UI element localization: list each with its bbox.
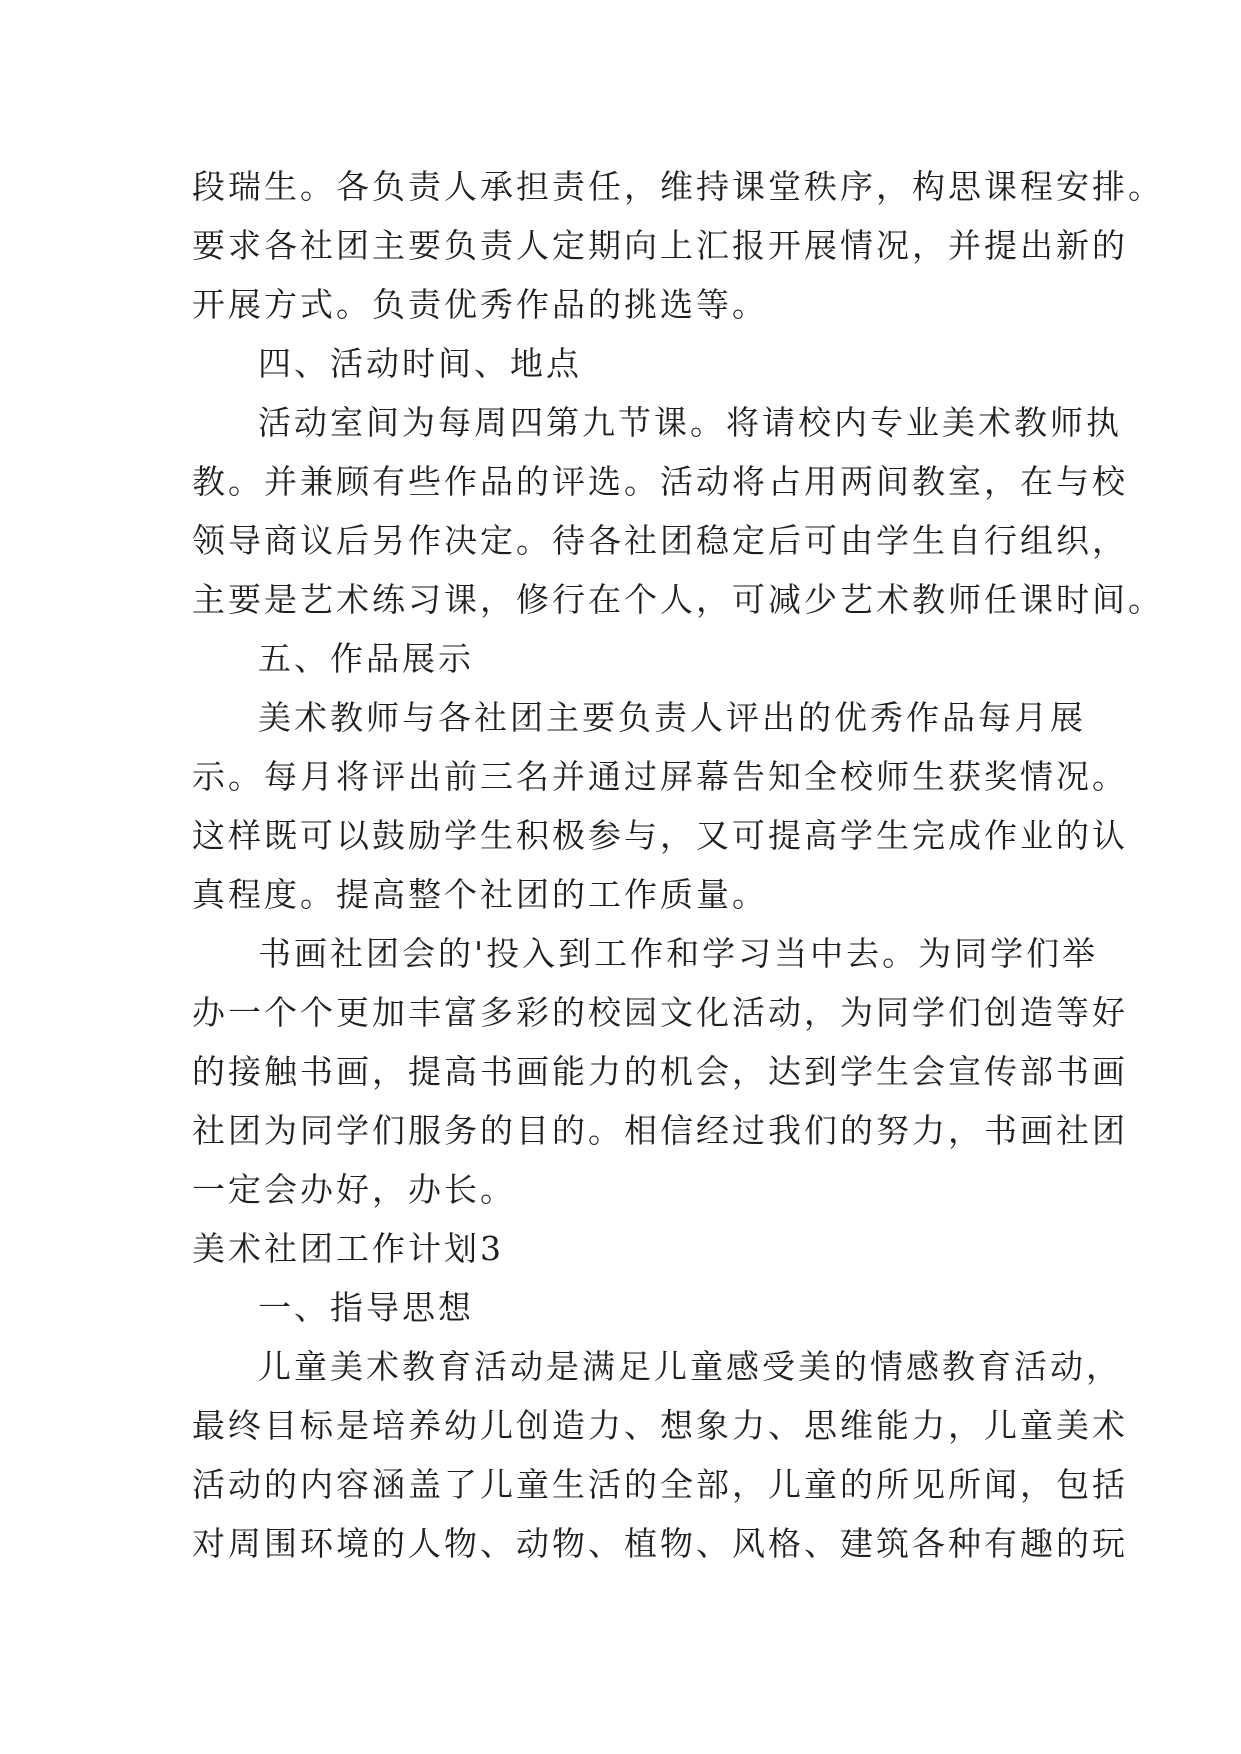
section-heading: 四、活动时间、地点 (258, 344, 582, 383)
text-line: 开展方式。负责优秀作品的挑选等。 (192, 285, 768, 324)
text-line: 对周围环境的人物、动物、植物、风格、建筑各种有趣的玩 (192, 1524, 1128, 1563)
text-line: 真程度。提高整个社团的工作质量。 (192, 875, 768, 914)
text-line: 主要是艺术练习课，修行在个人，可减少艺术教师任课时间。 (192, 580, 1164, 619)
text-line: 活动室间为每周四第九节课。将请校内专业美术教师执 (258, 403, 1122, 442)
text-line: 一定会办好，办长。 (192, 1170, 516, 1209)
text-line: 社团为同学们服务的目的。相信经过我们的努力，书画社团 (192, 1111, 1128, 1150)
text-line: 办一个个更加丰富多彩的校园文化活动，为同学们创造等好 (192, 993, 1128, 1032)
text-line: 儿童美术教育活动是满足儿童感受美的情感教育活动， (258, 1347, 1122, 1386)
text-line: 要求各社团主要负责人定期向上汇报开展情况，并提出新的 (192, 226, 1128, 265)
text-line: 书画社团会的'投入到工作和学习当中去。为同学们举 (258, 934, 1099, 973)
document-body (192, 157, 1164, 1573)
text-line: 最终目标是培养幼儿创造力、想象力、思维能力，儿童美术 (192, 1406, 1128, 1445)
text-line: 示。每月将评出前三名并通过屏幕告知全校师生获奖情况。 (192, 757, 1128, 796)
text-line: 教。并兼顾有些作品的评选。活动将占用两间教室，在与校 (192, 462, 1128, 501)
text-line: 美术教师与各社团主要负责人评出的优秀作品每月展 (258, 698, 1086, 737)
text-line: 的接触书画，提高书画能力的机会，达到学生会宣传部书画 (192, 1052, 1128, 1091)
section-heading: 一、指导思想 (258, 1288, 474, 1327)
text-line: 领导商议后另作决定。待各社团稳定后可由学生自行组织， (192, 521, 1128, 560)
text-line: 活动的内容涵盖了儿童生活的全部，儿童的所见所闻，包括 (192, 1465, 1128, 1504)
text-line: 这样既可以鼓励学生积极参与，又可提高学生完成作业的认 (192, 816, 1128, 855)
section-heading: 五、作品展示 (258, 639, 474, 678)
document-title: 美术社团工作计划3 (192, 1229, 504, 1268)
text-line: 段瑞生。各负责人承担责任，维持课堂秩序，构思课程安排。 (192, 167, 1164, 206)
